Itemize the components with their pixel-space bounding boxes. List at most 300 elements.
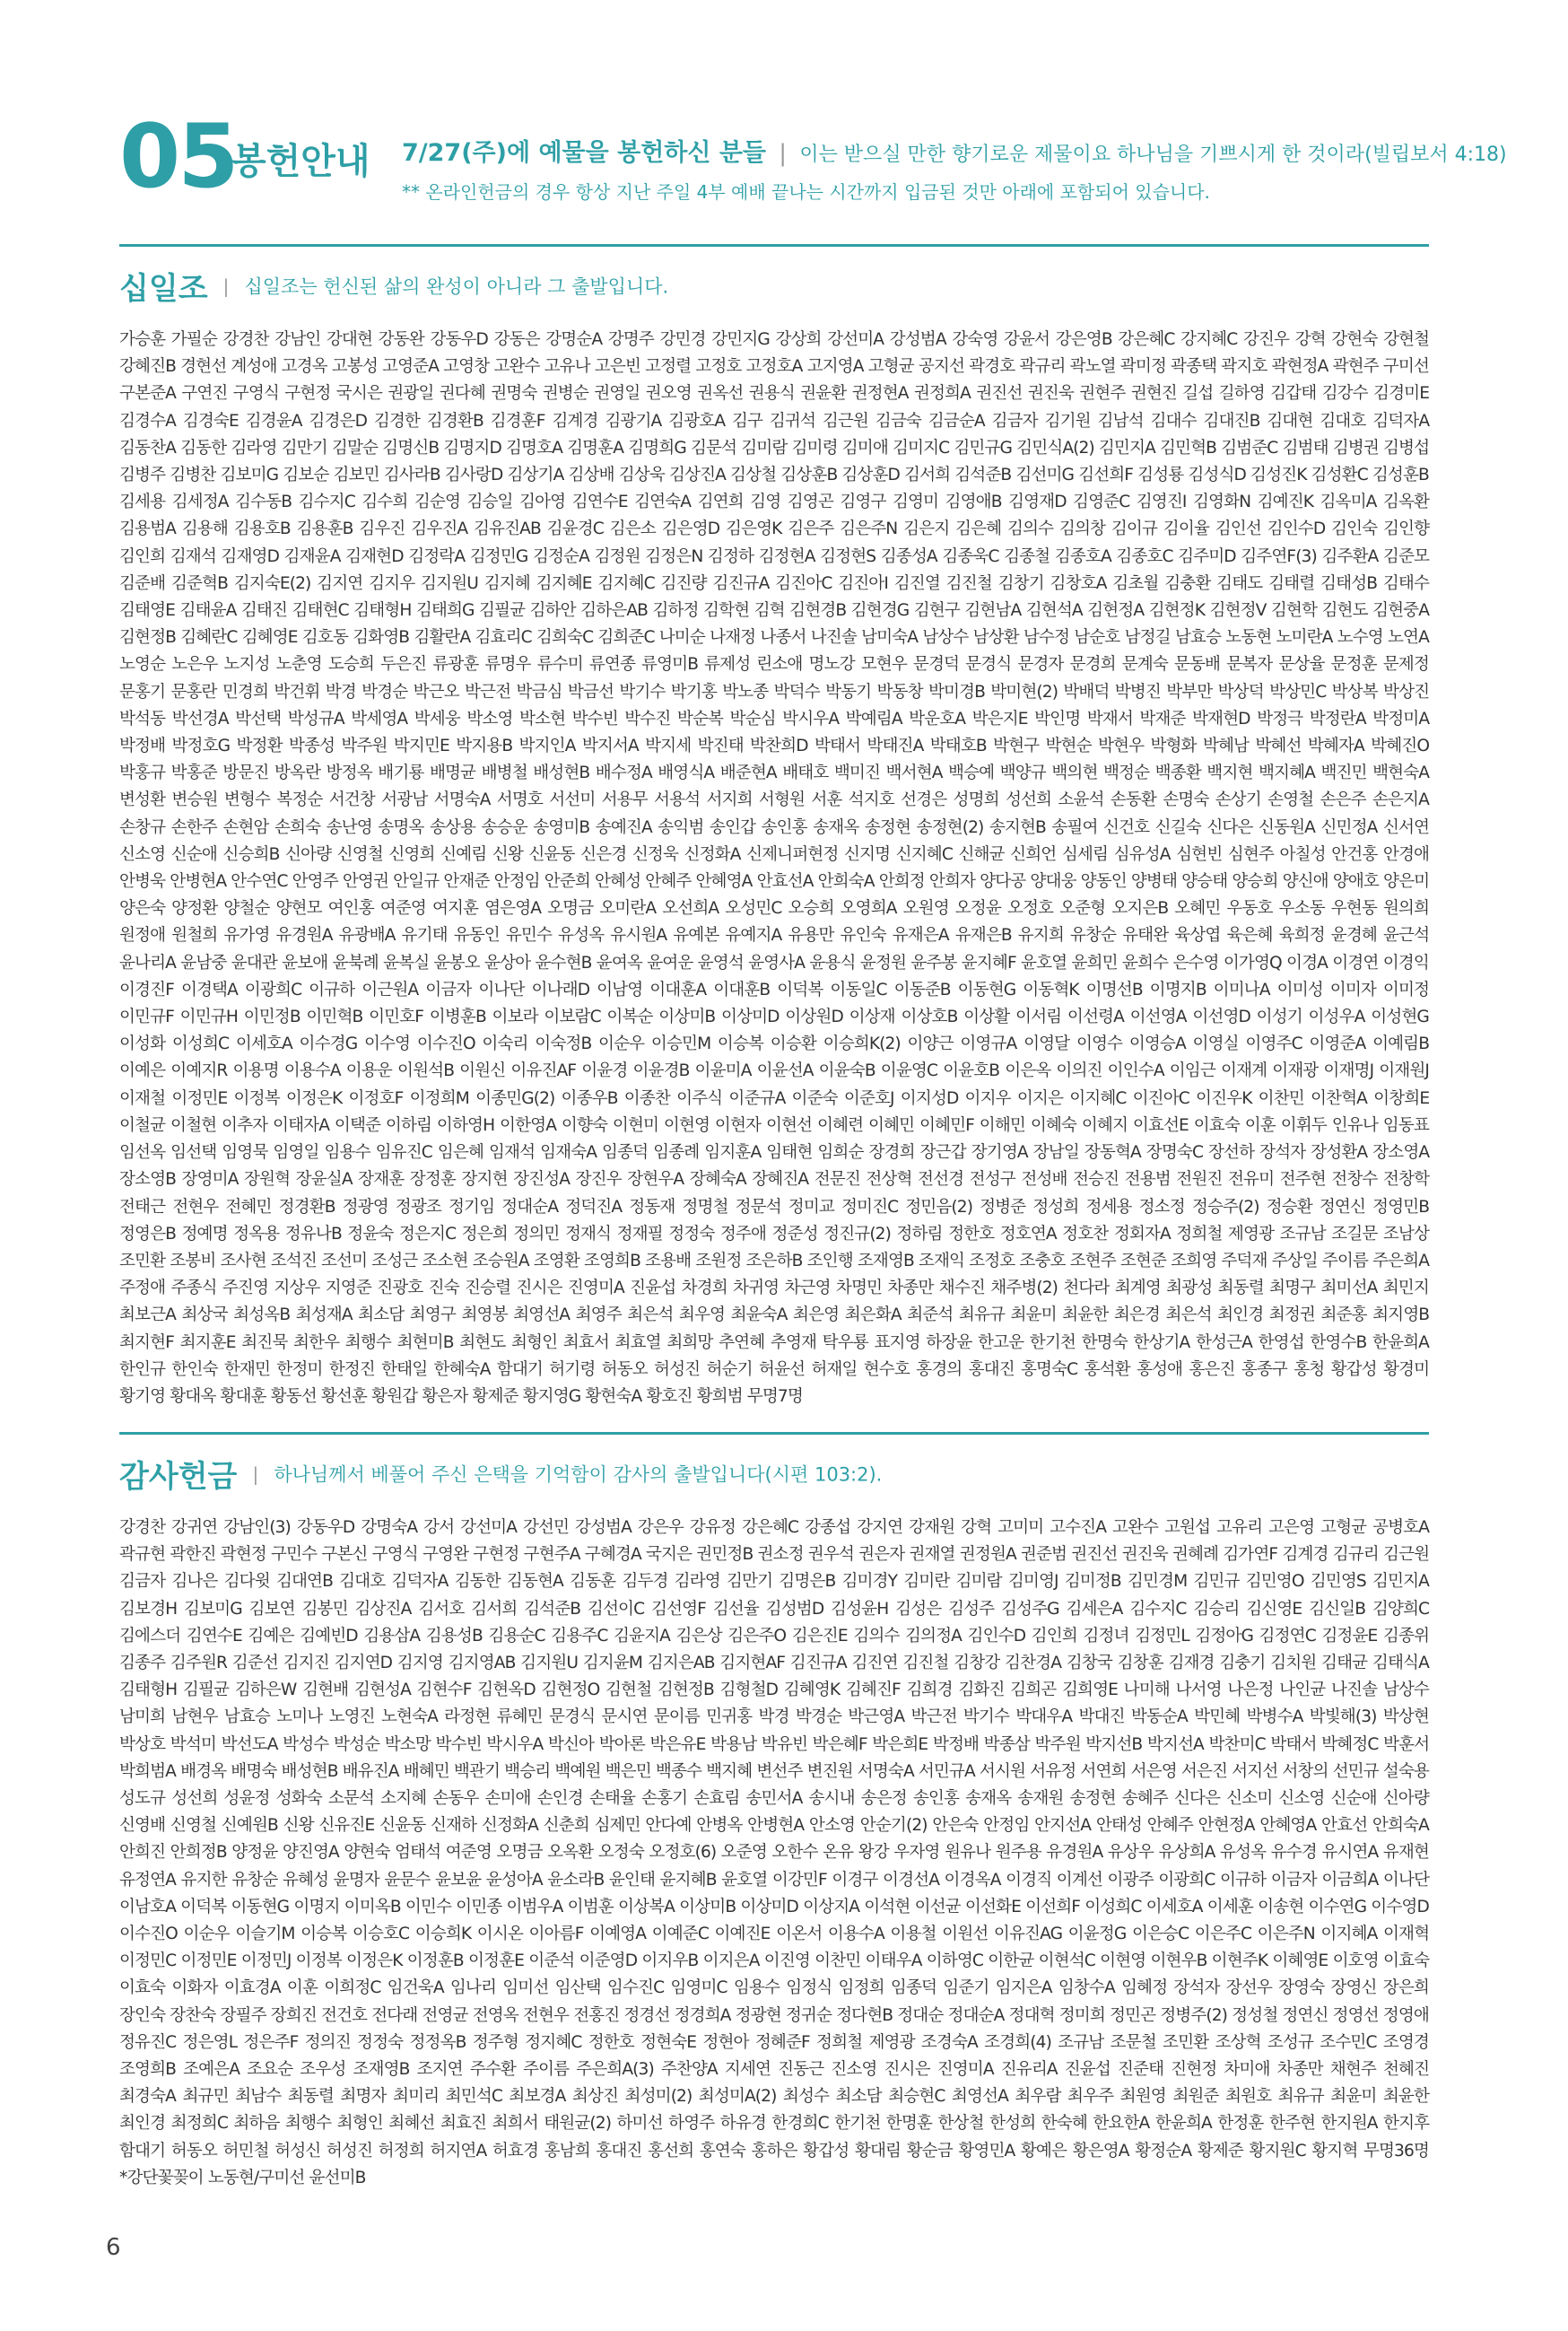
donor-name: 강혁 bbox=[1294, 330, 1326, 349]
donor-name: 김성식D bbox=[1188, 466, 1246, 485]
donor-name: 박찬미C bbox=[1208, 1734, 1266, 1754]
donor-name: 박주원 bbox=[1034, 1734, 1081, 1754]
donor-name: 이혜지 bbox=[1081, 1115, 1128, 1135]
donor-name: 배수정A bbox=[595, 764, 652, 783]
donor-name: 고영창 bbox=[443, 357, 490, 377]
donor-name: 장지현 bbox=[461, 1170, 508, 1190]
donor-name: 김진연 bbox=[851, 1654, 898, 1673]
donor-name: 김보연 bbox=[248, 1599, 295, 1619]
donor-name: 하미선 bbox=[616, 2114, 663, 2134]
donor-name: 김보민 bbox=[333, 466, 379, 485]
donor-name: 허재일 bbox=[811, 1359, 858, 1379]
donor-name: 백은민 bbox=[605, 1761, 651, 1781]
donor-name: 이동현G bbox=[957, 980, 1016, 1000]
donor-name: 이덕복 bbox=[180, 1897, 227, 1916]
donor-name: 최정권 bbox=[1268, 1305, 1315, 1325]
donor-name: 강선미A bbox=[460, 1518, 518, 1537]
donor-name: 강숙영 bbox=[952, 330, 998, 349]
donor-name: 이희정C bbox=[324, 1978, 381, 1998]
donor-name: 김서희 bbox=[904, 466, 951, 485]
donor-name: 최은경 bbox=[1113, 1305, 1160, 1325]
donor-name: 김경수A bbox=[119, 411, 177, 431]
donor-name: 김현학 bbox=[1270, 601, 1318, 621]
donor-name: 이정훈E bbox=[467, 1951, 524, 1971]
donor-name: 이준숙 bbox=[791, 1088, 838, 1108]
donor-name: 김선희F bbox=[1078, 466, 1134, 485]
donor-name: 정주형 bbox=[472, 2032, 518, 2052]
donor-name: 이지혜C bbox=[1069, 1088, 1127, 1108]
donor-name: 김용순C bbox=[488, 1626, 545, 1646]
donor-name: 김정윤E bbox=[1321, 1626, 1378, 1646]
donor-name: 이원선 bbox=[942, 1925, 989, 1944]
donor-name: 조요순 bbox=[247, 2060, 293, 2080]
donor-name: 이윤정G bbox=[1067, 1925, 1127, 1944]
donor-name: 윤지혜F bbox=[961, 953, 1016, 973]
donor-name: 임은혜 bbox=[437, 1143, 484, 1163]
donor-name: 주정애 bbox=[119, 1279, 166, 1298]
donor-name: 손홍기 bbox=[641, 1789, 688, 1809]
donor-name: 김종호C bbox=[1116, 546, 1173, 566]
donor-name: 김형철D bbox=[719, 1681, 779, 1700]
donor-name: 정대순A bbox=[501, 1197, 559, 1217]
donor-name: 김상배 bbox=[568, 466, 614, 485]
donor-name: 박혜자A bbox=[1307, 737, 1364, 756]
donor-name: 오선희A bbox=[662, 899, 719, 919]
donor-name: 서명숙A bbox=[857, 1761, 914, 1781]
donor-name: 정민곤 bbox=[1109, 2005, 1156, 2025]
donor-name: 이혜영E bbox=[1272, 1951, 1328, 1971]
donor-name: 신영철 bbox=[336, 844, 383, 864]
donor-name: 황대림 bbox=[854, 2141, 902, 2161]
donor-name: 곽현주 bbox=[1332, 357, 1379, 377]
donor-name: 김대연B bbox=[275, 1572, 333, 1592]
donor-name: 장석자 bbox=[1173, 1978, 1220, 1998]
donor-name: 안희진 bbox=[119, 1843, 166, 1863]
donor-name: 조용배 bbox=[645, 1251, 692, 1270]
donor-name: 황은영A bbox=[1072, 2141, 1129, 2161]
donor-name: 임선택 bbox=[170, 1143, 217, 1163]
donor-name: 하유경 bbox=[719, 2114, 766, 2134]
donor-name: 김현배 bbox=[302, 1681, 349, 1700]
donor-name: 노영진 bbox=[328, 1707, 375, 1727]
donor-name: 전창학 bbox=[1382, 1170, 1430, 1190]
donor-name: 김대호 bbox=[1320, 411, 1366, 431]
donor-name: 이상미D bbox=[720, 1008, 780, 1027]
donor-name: 임유진C bbox=[375, 1143, 432, 1163]
donor-name: 문경자 bbox=[1017, 655, 1064, 675]
donor-name: 윤수현B bbox=[535, 953, 592, 973]
donor-name: 정승환 bbox=[1266, 1197, 1312, 1217]
donor-name: 손은주 bbox=[1320, 790, 1366, 810]
donor-name: 윤정원 bbox=[859, 953, 907, 973]
donor-name: 김영구 bbox=[840, 493, 886, 512]
donor-name: 박지용B bbox=[456, 737, 513, 756]
donor-name: 한윤희A bbox=[1154, 2114, 1212, 2134]
donor-name: 신동원A bbox=[1258, 817, 1315, 837]
donor-name: 송인홍 bbox=[761, 817, 807, 837]
donor-name: 김치원 bbox=[1270, 1654, 1317, 1673]
donor-name: 나진솔 bbox=[810, 628, 857, 648]
donor-name: 이승복 bbox=[301, 1925, 347, 1944]
donor-name: 김인수D bbox=[967, 1626, 1026, 1646]
donor-name: 황영민A bbox=[958, 2141, 1015, 2161]
donor-name: 김명은B bbox=[779, 1572, 836, 1592]
donor-name: 황정순A bbox=[1135, 2141, 1192, 2161]
donor-name: 정윤숙 bbox=[347, 1224, 394, 1244]
donor-name: 김의창 bbox=[1058, 519, 1106, 539]
donor-name: 이임근 bbox=[1169, 1061, 1215, 1081]
donor-name: 오원영 bbox=[902, 899, 949, 919]
donor-name: 김강수 bbox=[1321, 384, 1368, 404]
donor-name: 문홍란 bbox=[170, 682, 217, 702]
donor-name: 장원혁 bbox=[244, 1170, 291, 1190]
donor-name: 차근영 bbox=[784, 1279, 831, 1298]
donor-name: 박민혜 bbox=[1194, 1707, 1241, 1727]
donor-name: 윤대관 bbox=[231, 953, 277, 973]
donor-name: 장영신 bbox=[1330, 1978, 1377, 1998]
donor-name: 최인경 bbox=[119, 2114, 166, 2134]
donor-name: 신소미 bbox=[1226, 1789, 1273, 1809]
donor-name: 최희망 bbox=[666, 1332, 713, 1352]
donor-name: 윤보애 bbox=[282, 953, 328, 973]
donor-name: 김민규G bbox=[954, 438, 1013, 458]
donor-name: 안정임 bbox=[493, 872, 540, 892]
donor-name: 권민정B bbox=[696, 1545, 754, 1565]
donor-name: 김금자 bbox=[991, 411, 1038, 431]
donor-name: 김정연C bbox=[1259, 1626, 1316, 1646]
donor-name: 김혜진F bbox=[845, 1681, 901, 1700]
donor-name: 박소현 bbox=[518, 709, 566, 729]
donor-name: 이준영D bbox=[579, 1951, 638, 1971]
donor-name: 이승희K(2) bbox=[823, 1035, 901, 1054]
donor-name: 오정호(6) bbox=[649, 1843, 717, 1863]
donor-name: 김은혜 bbox=[955, 519, 1002, 539]
donor-name: 김서호 bbox=[418, 1599, 465, 1619]
donor-name: 고유나 bbox=[544, 357, 590, 377]
donor-name: 백양규 bbox=[999, 764, 1046, 783]
donor-name: 방문진 bbox=[222, 764, 269, 783]
donor-name: 안효선 bbox=[1321, 1816, 1368, 1836]
donor-name: 정영은B bbox=[119, 1224, 177, 1244]
donor-name: 김우진A bbox=[411, 519, 468, 539]
donor-name: 신윤동 bbox=[379, 1816, 426, 1836]
donor-name: 최민석C bbox=[445, 2087, 502, 2107]
donor-name: 이정은K bbox=[346, 1951, 403, 1971]
donor-name: 이광희C bbox=[1158, 1870, 1215, 1890]
donor-name: 이혜민 bbox=[867, 1115, 915, 1135]
donor-name: 김태수 bbox=[1382, 573, 1430, 593]
donor-name: 김문석 bbox=[690, 438, 737, 458]
donor-name: 최윤미 bbox=[1010, 1305, 1057, 1325]
donor-name: 한지후 bbox=[1383, 2114, 1430, 2134]
donor-name: 김민규 bbox=[1193, 1572, 1240, 1592]
donor-name: 임용수 bbox=[324, 1143, 370, 1163]
donor-name: 백미진 bbox=[833, 764, 881, 783]
donor-name: 곽규현 bbox=[119, 1545, 166, 1565]
donor-name: 안다예 bbox=[645, 1816, 692, 1836]
donor-name: 박시우A bbox=[486, 1734, 544, 1754]
donor-name: 김인숙 bbox=[1331, 519, 1378, 539]
donor-name: 최형인 bbox=[510, 1332, 558, 1352]
donor-name: 김상훈D bbox=[841, 466, 900, 485]
donor-name: 이동준B bbox=[893, 980, 951, 1000]
donor-name: 최진묵 bbox=[241, 1332, 288, 1352]
donor-name: 이근원A bbox=[362, 980, 419, 1000]
donor-name: 무명7명 bbox=[746, 1386, 803, 1406]
donor-name: 변선주 bbox=[756, 1761, 803, 1781]
donor-name: 주이름 bbox=[1321, 1251, 1368, 1270]
donor-name: 구본신 bbox=[321, 1545, 368, 1565]
donor-name: 김가연F bbox=[1223, 1545, 1278, 1565]
donor-name: 서연희 bbox=[1080, 1761, 1127, 1781]
donor-name: 이정복 bbox=[233, 1088, 280, 1108]
donor-name: 박재현D bbox=[1192, 709, 1250, 729]
donor-name: 김성범D bbox=[765, 1599, 824, 1619]
donor-name: 허성신 bbox=[274, 2141, 321, 2161]
donor-name: 김필균 bbox=[478, 601, 526, 621]
donor-name: 김인희 bbox=[119, 546, 166, 566]
donor-name: 구민수 bbox=[270, 1545, 318, 1565]
donor-name: 고완수 bbox=[1111, 1518, 1159, 1537]
donor-name: 김현중A bbox=[1372, 601, 1430, 621]
donor-name: 김서희 bbox=[471, 1599, 518, 1619]
donor-name: 홍경의 bbox=[916, 1359, 963, 1379]
donor-name: 채주병(2) bbox=[990, 1279, 1058, 1298]
donor-name: 문경식 bbox=[548, 1707, 596, 1727]
donor-name: 오정호 bbox=[1006, 899, 1054, 919]
donor-name: 정희철 bbox=[816, 2032, 863, 2052]
donor-name: 김미란 bbox=[903, 1572, 950, 1592]
donor-name: 서은진 bbox=[1180, 1761, 1228, 1781]
donor-name: 진승렬 bbox=[465, 1279, 511, 1298]
donor-name: 김주환A bbox=[1321, 546, 1379, 566]
donor-name: 박태서 bbox=[1270, 1734, 1317, 1754]
donor-name: 강지혜C bbox=[1180, 330, 1238, 349]
donor-name: 이정민C bbox=[119, 1951, 177, 1971]
donor-name: 박선경A bbox=[171, 709, 229, 729]
donor-name: 이슬기M bbox=[235, 1925, 295, 1944]
donor-name: 김기원 bbox=[1044, 411, 1091, 431]
donor-name: 김금자 bbox=[119, 1572, 166, 1592]
donor-name: 박종성 bbox=[288, 737, 335, 756]
donor-name: 박미현(2) bbox=[990, 682, 1058, 702]
donor-name: 오명금 bbox=[547, 899, 594, 919]
donor-name: 장혜숙A bbox=[689, 1170, 746, 1190]
donor-name: 김동훈 bbox=[570, 1572, 616, 1592]
donor-name: 정문석 bbox=[735, 1197, 781, 1217]
donor-name: 정회자A bbox=[1113, 1224, 1171, 1244]
donor-name: 김지혜 bbox=[483, 573, 530, 593]
divider bbox=[119, 244, 1429, 247]
donor-name: 최한우 bbox=[293, 1332, 340, 1352]
donor-name: 김용범A bbox=[119, 519, 177, 539]
donor-name: 나은정 bbox=[1227, 1681, 1274, 1700]
donor-name: 박정란A bbox=[1309, 709, 1366, 729]
separator: | bbox=[252, 1462, 259, 1485]
donor-name: 양정환 bbox=[171, 899, 218, 919]
donor-name: 김지우 bbox=[369, 573, 415, 593]
donor-name: 박금심 bbox=[516, 682, 562, 702]
donor-name: 안희숙A bbox=[817, 872, 875, 892]
donor-name: 탁우룡 bbox=[822, 1332, 868, 1352]
donor-name: 신민정A bbox=[1320, 817, 1378, 837]
donor-name: 김계경 bbox=[1282, 1545, 1328, 1565]
donor-name: 최원호 bbox=[1224, 2087, 1272, 2107]
donor-name: 신영배 bbox=[119, 1816, 166, 1836]
donor-name: 김병주 bbox=[119, 466, 166, 485]
donor-name: 문경덕 bbox=[912, 655, 960, 675]
donor-name: 김광호A bbox=[668, 411, 726, 431]
donor-name: 유수경 bbox=[1270, 1843, 1317, 1863]
donor-name: 유시연A bbox=[1321, 1843, 1379, 1863]
section-title: 봉헌안내 bbox=[231, 141, 370, 182]
donor-name: 이태우A bbox=[865, 1951, 922, 1971]
donor-name: 이경옥A bbox=[944, 1870, 1001, 1890]
donor-name: 이진우K bbox=[1196, 1088, 1252, 1108]
donor-name: 이유진AG bbox=[993, 1925, 1063, 1944]
donor-name: 정하림 bbox=[896, 1224, 943, 1244]
donor-name: 윤지혜B bbox=[659, 1870, 717, 1890]
donor-name: 김사랑D bbox=[444, 466, 503, 485]
donor-name: 최경숙A bbox=[119, 2087, 177, 2107]
donor-name: 유경원A bbox=[275, 926, 333, 946]
donor-name: 소지혜 bbox=[380, 1789, 427, 1809]
donor-name: 조예은A bbox=[183, 2060, 240, 2080]
donor-name: 최원영 bbox=[1119, 2087, 1166, 2107]
donor-name: 이현영 bbox=[1100, 1951, 1146, 1971]
donor-name: 변형수 bbox=[223, 790, 271, 810]
donor-name: 한정훈 bbox=[1217, 2114, 1264, 2134]
donor-name: 신해균 bbox=[958, 844, 1005, 864]
donor-name: 김지연D bbox=[334, 1654, 393, 1673]
donor-name: 최효열 bbox=[614, 1332, 661, 1352]
donor-name: 김종위 bbox=[1382, 1626, 1430, 1646]
donor-name: 천다라 bbox=[1063, 1279, 1110, 1298]
donor-name: 조재익 bbox=[918, 1251, 965, 1270]
donor-name: 권광일 bbox=[388, 384, 434, 404]
donor-name: 최미리 bbox=[393, 2087, 440, 2107]
donor-name: 신아량 bbox=[284, 844, 332, 864]
donor-name: 김은상 bbox=[675, 1626, 722, 1646]
donor-name: 최우람 bbox=[1015, 2087, 1061, 2107]
donor-name: 권진선 bbox=[1071, 1545, 1118, 1565]
donor-name: 오옥환 bbox=[547, 1843, 594, 1863]
donor-name: 백지혜 bbox=[706, 1761, 753, 1781]
donor-name: 임정식 bbox=[786, 1978, 832, 1998]
donor-name: 나인균 bbox=[1279, 1681, 1326, 1700]
donor-name: 석지호 bbox=[848, 790, 894, 810]
donor-name: 김준선 bbox=[231, 1654, 278, 1673]
donor-name: 김진철 bbox=[902, 1654, 949, 1673]
donor-name: 최성옥B bbox=[233, 1305, 291, 1325]
donor-name: 강민경 bbox=[659, 330, 706, 349]
donor-name: 차종만 bbox=[887, 1279, 934, 1298]
donor-name: 김명호A bbox=[505, 438, 562, 458]
donor-name: 조성규 bbox=[1267, 2032, 1314, 2052]
donor-name: 정호연A bbox=[999, 1224, 1057, 1244]
donor-name: 유민수 bbox=[505, 926, 553, 946]
donor-name: 최윤미 bbox=[1330, 2087, 1377, 2107]
donor-name: 곽미정 bbox=[1119, 357, 1166, 377]
donor-name: 김성진K bbox=[1250, 466, 1307, 485]
donor-name: 김진열 bbox=[893, 573, 940, 593]
donor-name: 김태형H bbox=[353, 601, 412, 621]
donor-name: 무명36명 bbox=[1363, 2141, 1429, 2161]
donor-name: 서창의 bbox=[1282, 1761, 1328, 1781]
donor-name: 최성미A(2) bbox=[698, 2087, 777, 2107]
donor-name: 임지훈A bbox=[704, 1143, 762, 1163]
donor-name: 이세훈 bbox=[1206, 1897, 1253, 1916]
donor-name: 김계경 bbox=[552, 411, 598, 431]
donor-name: 이재원J bbox=[1379, 1061, 1430, 1081]
donor-name: 인유나 bbox=[1331, 1115, 1378, 1135]
donor-name: 김재석 bbox=[170, 546, 216, 566]
donor-name: 이경익 bbox=[1382, 953, 1429, 973]
donor-name: 손창규 bbox=[119, 817, 166, 837]
donor-name: 이양근 bbox=[907, 1035, 954, 1054]
donor-name: 한기천 bbox=[834, 2114, 881, 2134]
donor-name: 이금자 bbox=[1270, 1870, 1317, 1890]
donor-name: 류제성 bbox=[704, 655, 751, 675]
donor-name: 홍명숙C bbox=[1021, 1359, 1078, 1379]
donor-name: 장은희 bbox=[1382, 1978, 1429, 1998]
donor-name: 김찬경A bbox=[1005, 1654, 1062, 1673]
donor-name: 조인행 bbox=[806, 1251, 853, 1270]
donor-name: 김경미E bbox=[1373, 384, 1430, 404]
donor-name: 이대훈A bbox=[649, 980, 707, 1000]
donor-name: 전현우 bbox=[522, 2005, 570, 2025]
donor-name: 김금숙 bbox=[875, 411, 921, 431]
donor-name: 곽종택 bbox=[1171, 357, 1217, 377]
donor-name: 최영구 bbox=[409, 1305, 456, 1325]
donor-name: 전유미 bbox=[1227, 1170, 1275, 1190]
donor-name: 안희숙A bbox=[1372, 1816, 1429, 1836]
donor-name: 유시원A bbox=[610, 926, 667, 946]
donor-name: 박은희E bbox=[872, 1734, 928, 1754]
donor-name: 이재명J bbox=[1323, 1061, 1374, 1081]
donor-name: 권진선 bbox=[976, 384, 1023, 404]
donor-name: 박은혜F bbox=[812, 1734, 867, 1754]
donor-name: 강상희 bbox=[775, 330, 822, 349]
donor-name: 조영희B bbox=[119, 2060, 177, 2080]
donor-name: 오준형 bbox=[1059, 899, 1106, 919]
donor-name: 권준범 bbox=[1020, 1545, 1067, 1565]
donor-name: 손영철 bbox=[1267, 790, 1314, 810]
donor-name: 김지은AB bbox=[647, 1654, 715, 1673]
donor-name: 윤용식 bbox=[809, 953, 856, 973]
donor-name: 안영권 bbox=[342, 872, 389, 892]
donor-name: 배성현B bbox=[281, 1761, 338, 1781]
donor-name: 신다은 bbox=[1206, 817, 1253, 837]
donor-name: 김지윤M bbox=[582, 1654, 643, 1673]
donor-name: 최형인 bbox=[336, 2114, 383, 2134]
donor-name: 문복자 bbox=[1226, 655, 1273, 675]
donor-name: 이복순 bbox=[606, 1008, 653, 1027]
donor-name: 윤근석 bbox=[1382, 926, 1430, 946]
donor-name: 조영경 bbox=[1382, 2032, 1429, 2052]
donor-name: 이수영 bbox=[363, 1035, 411, 1054]
donor-name: 김창기 bbox=[997, 573, 1044, 593]
donor-name: 엄태석 bbox=[395, 1843, 441, 1863]
donor-name: 박미경B bbox=[928, 682, 985, 702]
donor-name: 김보미G bbox=[184, 1599, 242, 1619]
donor-name: 김주원R bbox=[170, 1654, 228, 1673]
donor-name: 신유진E bbox=[318, 1816, 375, 1836]
donor-name: 구영식 bbox=[371, 1545, 418, 1565]
donor-name: 이범훈 bbox=[567, 1897, 614, 1916]
donor-name: 김보미G bbox=[220, 466, 279, 485]
donor-name: 이선희F bbox=[1025, 1897, 1081, 1916]
